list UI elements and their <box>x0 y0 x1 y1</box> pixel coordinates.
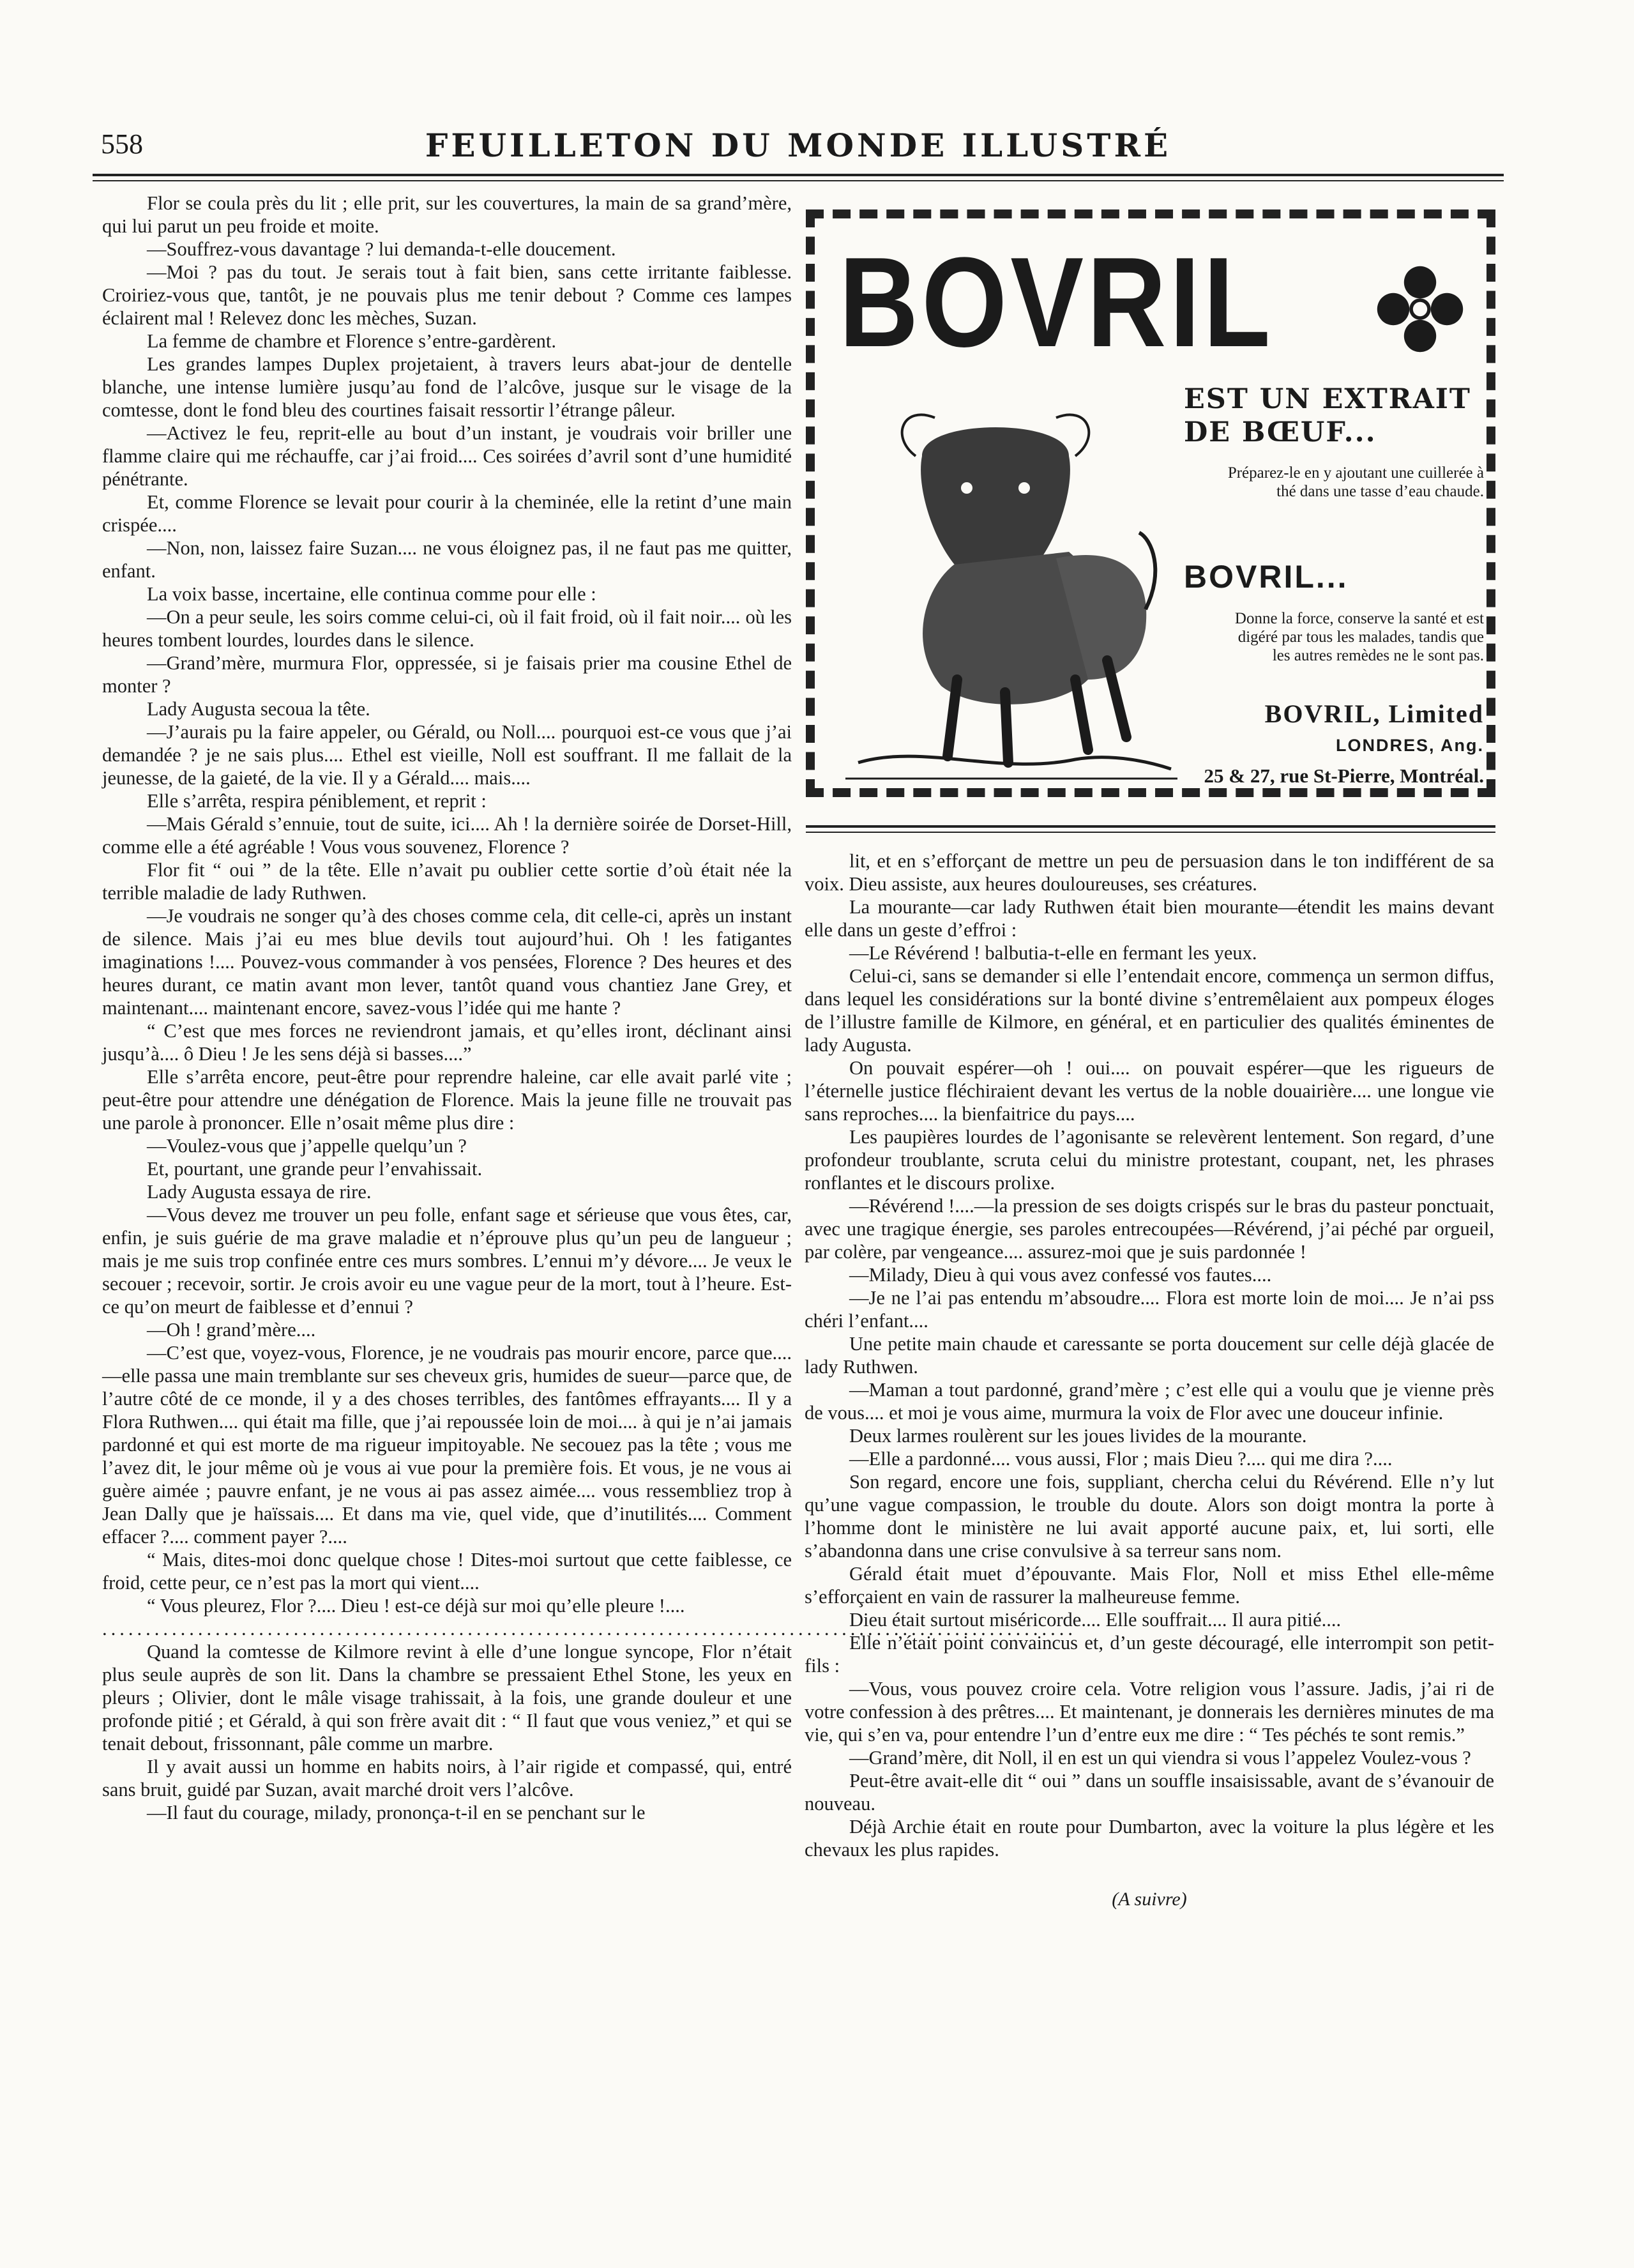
paragraph: “ Vous pleurez, Flor ?.... Dieu ! est-ce déjà sur moi qu’elle pleure !.... <box>147 1595 685 1617</box>
ad-brand-second: BOVRIL... <box>1184 559 1349 595</box>
paragraph: Lady Augusta secoua la tête. <box>147 698 370 720</box>
paragraph: Déjà Archie était en route pour Dumbarton, avec la voiture la plus légère et les chevaux les plus rapides. <box>805 1816 1494 1861</box>
paragraph: La voix basse, incertaine, elle continua comme pour elle : <box>147 583 596 605</box>
paragraph: Et, pourtant, une grande peur l’envahissait. <box>147 1158 483 1180</box>
ad-headline-line2: DE BŒUF... <box>1184 416 1377 448</box>
paragraph: Lady Augusta essaya de rire. <box>147 1181 372 1203</box>
paragraph: Les grandes lampes Duplex projetaient, à travers leurs abat-jour de dentelle blanche, une intense lumière jusqu’au fond de l’alcôve, jusque sur le visage de la comtesse, dont le fond bleu des courtines faisait ressortir l’étrange pâleur. <box>102 353 792 421</box>
paragraph: —Moi ? pas du tout. Je serais tout à fait bien, sans cette irritante faiblesse. Croiriez-vous que, tantôt, je ne pouvais plus me tenir debout ? Comme ces lampes éclairent mal ! Relevez donc les mèches, Suzan. <box>102 261 792 329</box>
paragraph: La mourante—car lady Ruthwen était bien mourante—étendit les mains devant elle dans un geste d’effroi : <box>805 896 1494 941</box>
paragraph: Une petite main chaude et caressante se porta doucement sur celle déjà glacée de lady Ruthwen. <box>805 1333 1494 1378</box>
ad-headline-line1: EST UN EXTRAIT <box>1184 383 1471 415</box>
paragraph: Gérald était muet d’épouvante. Mais Flor, Noll et miss Ethel elle-même s’efforçaient en vain de rassurer la malheureuse femme. <box>805 1563 1494 1608</box>
paragraph: —Elle a pardonné.... vous aussi, Flor ; mais Dieu ?.... qui me dira ?.... <box>849 1448 1393 1470</box>
paragraph: —Maman a tout pardonné, grand’mère ; c’est elle qui a voulu que je vienne près de vous.... et moi je vous aime, murmura la voix de Flor avec une douceur infinie. <box>805 1379 1494 1424</box>
paragraph: —C’est que, voyez-vous, Florence, je ne voudrais pas mourir encore, parce que....—elle passa une main tremblante sur ses cheveux gris, humides de sueur—parce que, de l’autre côté de ce monde, il y a des choses terribles, des fantômes effrayants.... Il y a Flora Ruthwen.... qui était ma fille, que j’ai repoussée loin de moi.... à qui je n’ai jamais pardonné et qui est morte de ma rigueur impitoyable. Ne secouez pas la tête ; vous me l’avez dit, le jour même où je vous ai vue pour la première fois. Et vous, je ne vous ai guère aimée ; pauvre enfant, je ne vous ai pas assez aimée.... vous ressembliez trop à Jean Dally que je haïssais.... Et dans ma vie, quel vide, que d’inutilités.... Comment effacer ?.... comment payer ?.... <box>102 1342 792 1548</box>
paragraph: —Révérend !....—la pression de ses doigts crispés sur le bras du pasteur ponctuait, avec une tragique énergie, ses paroles entrecoupées—Révérend, j’ai péché par orgueil, par colère, par vengeance.... assurez-moi que je suis pardonnée ! <box>805 1195 1494 1263</box>
paragraph: Elle s’arrêta, respira péniblement, et reprit : <box>147 790 487 812</box>
ad-headline <box>1184 383 1484 449</box>
running-title: FEUILLETON DU MONDE ILLUSTRÉ <box>425 126 1172 164</box>
paragraph: lit, et en s’efforçant de mettre un peu de persuasion dans le ton indifférent de sa voix. Dieu assiste, aux heures douloureuses, ses créatures. <box>805 850 1494 895</box>
paragraph: Flor se coula près du lit ; elle prit, sur les couvertures, la main de sa grand’mère, qui lui parut un peu froide et moite. <box>102 192 792 237</box>
paragraph: Peut-être avait-elle dit “ oui ” dans un souffle insaisissable, avant de s’évanouir de nouveau. <box>805 1770 1494 1815</box>
paragraph: ................................................................................................................ <box>102 1618 1077 1640</box>
paragraph: Il y avait aussi un homme en habits noirs, à l’air rigide et compassé, qui, entré sans bruit, guidé par Suzan, avait marché droit vers l’alcôve. <box>102 1756 792 1800</box>
cross-pattee-icon <box>1375 264 1465 354</box>
paragraph: —Vous, vous pouvez croire cela. Votre religion vous l’assure. Jadis, j’ai ri de votre confession à des prêtres.... Et maintenant, je donnerais les dernières minutes de ma vie, qui s’en va, pour entendre l’un d’entre eux me dire : “ Tes péchés te sont remis.” <box>805 1678 1494 1746</box>
ad-separator-rule <box>806 825 1495 828</box>
paragraph: Flor fit “ oui ” de la tête. Elle n’avait pu oublier cette sortie d’où était née la terrible maladie de lady Ruthwen. <box>102 859 792 904</box>
paragraph: —Je voudrais ne songer qu’à des choses comme cela, dit celle-ci, après un instant de silence. Mais j’ai eu mes blue devils tout aujourd’hui. Oh ! les fatigantes imaginations !.... Pouvez-vous commander à vos pensées, Florence ? Des heures et des heures durant, ce matin avant mon lever, tantôt quand vous chantiez Jane Grey, et maintenant.... maintenant encore, savez-vous l’idée qui me hante ? <box>102 905 792 1019</box>
header-rule-thin <box>93 180 1504 181</box>
paragraph: —Je ne l’ai pas entendu m’absoudre.... Flora est morte loin de moi.... Je n’ai pss chéri l’enfant.... <box>805 1287 1494 1332</box>
paragraph: —Activez le feu, reprit-elle au bout d’un instant, je voudrais voir briller une flamme claire qui me réchauffe, car j’ai froid.... Ces soirées d’avril sont d’une humidité pénétrante. <box>102 422 792 490</box>
paragraph: Dieu était surtout miséricorde.... Elle souffrait.... Il aura pitié.... <box>849 1609 1342 1631</box>
paragraph: —Il faut du courage, milady, prononça-t-il en se penchant sur le <box>147 1802 646 1823</box>
paragraph: —On a peur seule, les soirs comme celui-ci, où il fait froid, où il fait noir.... où les heures tombent lourdes, lourdes dans le silence. <box>102 606 792 651</box>
ad-brand-title: BOVRIL <box>839 231 1274 374</box>
paragraph: —Grand’mère, dit Noll, il en est un qui viendra si vous l’appelez Voulez-vous ? <box>849 1747 1471 1769</box>
paragraph: —Grand’mère, murmura Flor, oppressée, si je faisais prier ma cousine Ethel de monter ? <box>102 652 792 697</box>
bovril-advertisement <box>806 209 1495 797</box>
right-column <box>805 849 1494 1911</box>
paragraph: —Vous devez me trouver un peu folle, enfant sage et sérieuse que vous êtes, car, enfin, je suis guérie de ma grave maladie et n’éprouve plus qu’un peu de langueur ; mais je me suis trop confinée entre ces murs sombres. L’ennui m’y dévore.... Je veux le secouer ; recevoir, sortir. Je crois avoir eu une vague peur de la mort, tout à l’heure. Est-ce qu’on meurt de faiblesse et d’ennui ? <box>102 1204 792 1318</box>
ad-prepare-text: Préparez-le en y ajoutant une cuillerée à thé dans une tasse d’eau chaude. <box>1227 464 1484 500</box>
paragraph: Deux larmes roulèrent sur les joues livides de la mourante. <box>849 1425 1307 1447</box>
ad-benefit-text: Donne la force, conserve la santé et est digéré par tous les malades, tandis que les autres remèdes ne le sont pas. <box>1234 610 1484 664</box>
paragraph: Elle s’arrêta encore, peut-être pour reprendre haleine, car elle avait parlé vite ; peut-être pour attendre une dénégation de Florence. Mais la jeune fille ne trouvait pas une parole à prononcer. Elle n’osait même plus dire : <box>102 1066 792 1134</box>
paragraph: On pouvait espérer—oh ! oui.... on pouvait espérer—que les rigueurs de l’éternelle justice fléchiraient devant les vertus de la noble douairière.... une longue vie sans reproches.... la bienfaitrice du pays.... <box>805 1057 1494 1125</box>
paragraph: —Souffrez-vous davantage ? lui demanda-t-elle doucement. <box>147 238 616 260</box>
paragraph: —Mais Gérald s’ennuie, tout de suite, ici.... Ah ! la dernière soirée de Dorset-Hill, comme elle a été agréable ! Vous vous souvenez, Florence ? <box>102 813 792 858</box>
paragraph: Les paupières lourdes de l’agonisante se relevèrent lentement. Son regard, d’une profondeur troublante, scruta celui du ministre protestant, coupant, net, les phrases ronflantes et le discours prolixe. <box>805 1126 1494 1194</box>
paragraph: Elle n’était point convaincus et, d’un geste découragé, elle interrompit son petit-fils : <box>805 1632 1494 1677</box>
ad-company-address: 25 & 27, rue St-Pierre, Montréal. <box>1204 765 1484 787</box>
bull-illustration <box>845 379 1177 782</box>
page-header <box>96 121 1501 172</box>
to-be-continued: (A suivre) <box>1112 1889 1187 1910</box>
paragraph: —Voulez-vous que j’appelle quelqu’un ? <box>147 1135 467 1157</box>
header-rule <box>93 174 1504 176</box>
ad-company-city: LONDRES, Ang. <box>1336 736 1484 755</box>
paragraph: Son regard, encore une fois, suppliant, chercha celui du Révérend. Elle n’y lut qu’une vague compassion, le trouble du doute. Alors son doigt montra la porte à l’homme dont le ministère ne lui avait apporté aucune paix, et, lui sorti, elle s’abandonna dans une crise convulsive à sa terreur sans nom. <box>805 1471 1494 1562</box>
paragraph: Et, comme Florence se levait pour courir à la cheminée, elle la retint d’une main crispée.... <box>102 491 792 536</box>
ad-company-name: BOVRIL, Limited <box>1264 699 1484 728</box>
paragraph: “ Mais, dites-moi donc quelque chose ! Dites-moi surtout que cette faiblesse, ce froid, cette peur, ce n’est pas la mort qui vient.... <box>102 1549 792 1594</box>
paragraph: —Oh ! grand’mère.... <box>147 1319 316 1341</box>
ad-separator-rule-thin <box>806 832 1495 833</box>
paragraph: —Milady, Dieu à qui vous avez confessé vos fautes.... <box>849 1264 1272 1286</box>
page-number: 558 <box>101 128 143 160</box>
paragraph: —J’aurais pu la faire appeler, ou Gérald, ou Noll.... pourquoi est-ce vous que j’ai demandée ? je ne sais plus.... Ethel est vieille, Noll est souffrant. Il me fallait de la jeunesse, de la gaieté, de la vie. Il y a Gérald.... mais.... <box>102 721 792 789</box>
paragraph: La femme de chambre et Florence s’entre-gardèrent. <box>147 330 557 352</box>
paragraph: —Non, non, laissez faire Suzan.... ne vous éloignez pas, il ne faut pas me quitter, enfant. <box>102 537 792 582</box>
paragraph: —Le Révérend ! balbutia-t-elle en fermant les yeux. <box>849 942 1257 964</box>
paragraph: Quand la comtesse de Kilmore revint à elle d’une longue syncope, Flor n’était plus seule auprès de son lit. Dans la chambre se pressaient Ethel Stone, les yeux en pleurs ; Olivier, dont le mâle visage trahissait, à la fois, une grande douleur et une profonde pitié ; et Gérald, à qui son frère avait dit : “ Il faut que vous veniez,” et qui se tenait debout, frissonnant, pâle comme un marbre. <box>102 1641 792 1754</box>
paragraph: “ C’est que mes forces ne reviendront jamais, et qu’elles iront, déclinant ainsi jusqu’à.... ô Dieu ! Je les sens déjà si basses....” <box>102 1020 792 1065</box>
paragraph: Celui-ci, sans se demander si elle l’entendait encore, commença un sermon diffus, dans lequel les considérations sur la bonté divine s’entremêlaient aux pompeux éloges de l’illustre famille de Kilmore, en général, et en particulier des qualités éminentes de lady Augusta. <box>805 965 1494 1056</box>
